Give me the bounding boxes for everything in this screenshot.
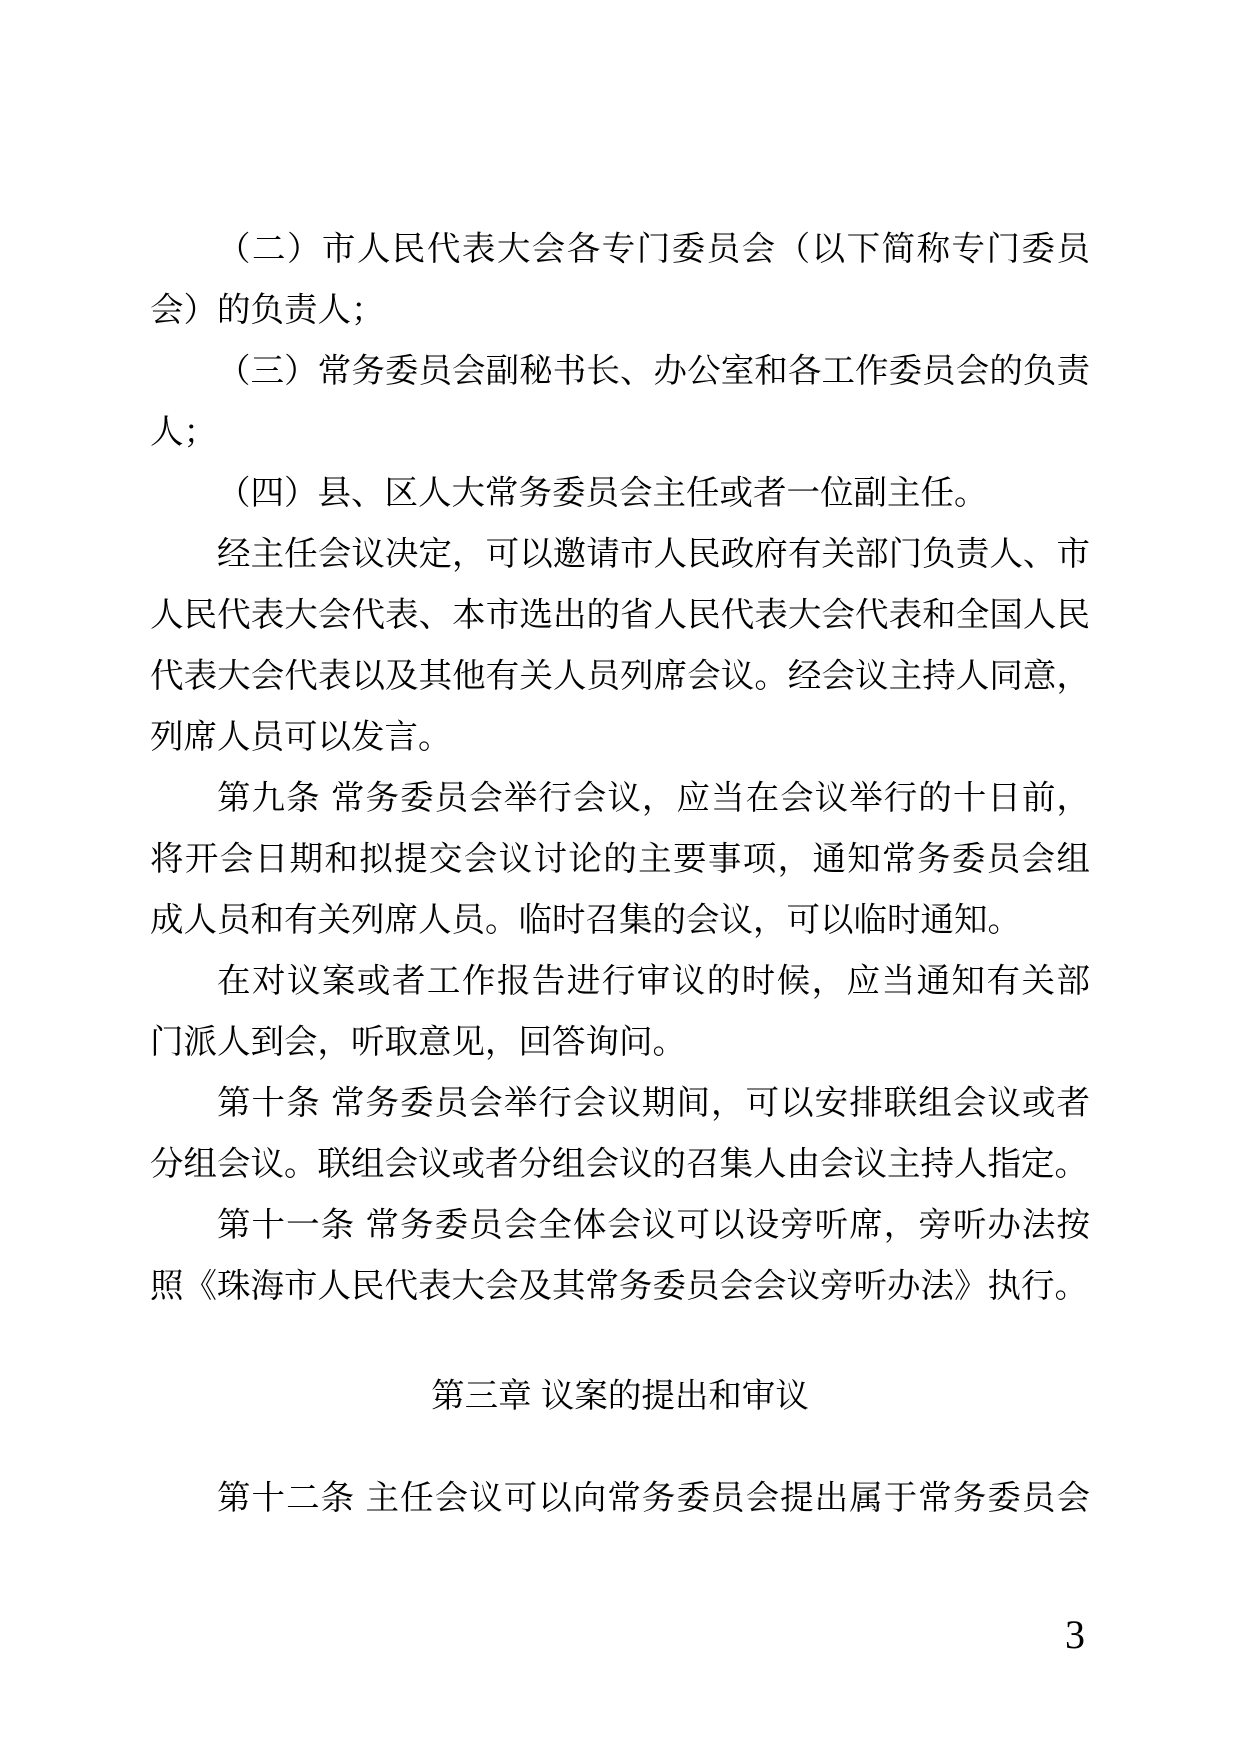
text-line: 在对议案或者工作报告进行审议的时候，应当通知有关部 [217, 963, 1090, 1000]
text-line: 经主任会议决定，可以邀请市人民政府有关部门负责人、市 [217, 536, 1090, 573]
text-line: 第九条 常务委员会举行会议，应当在会议举行的十日前， [217, 780, 1090, 817]
text-line: 列席人员可以发言。 [150, 719, 452, 756]
text-line: 门派人到会，听取意见，回答询问。 [150, 1024, 686, 1061]
text-line: 成人员和有关列席人员。临时召集的会议，可以临时通知。 [150, 902, 1021, 939]
text-line: 照《珠海市人民代表大会及其常务委员会会议旁听办法》执行。 [150, 1268, 1088, 1305]
text-line: 代表大会代表以及其他有关人员列席会议。经会议主持人同意， [150, 658, 1090, 695]
document-body [150, 219, 1090, 1529]
text-line: 第十一条 常务委员会全体会议可以设旁听席，旁听办法按 [217, 1207, 1090, 1244]
text-line: （二）市人民代表大会各专门委员会（以下简称专门委员 [217, 231, 1090, 268]
text-line: 将开会日期和拟提交会议讨论的主要事项，通知常务委员会组 [150, 841, 1090, 878]
chapter-heading: 第三章 议案的提出和审议 [431, 1378, 809, 1415]
page-number: 3 [1065, 1612, 1085, 1657]
text-line: 会）的负责人； [150, 292, 385, 329]
text-line: 分组会议。联组会议或者分组会议的召集人由会议主持人指定。 [150, 1146, 1088, 1183]
text-line: （三）常务委员会副秘书长、办公室和各工作委员会的负责 [217, 353, 1090, 390]
text-line: （四）县、区人大常务委员会主任或者一位副主任。 [217, 475, 988, 512]
text-line: 第十二条 主任会议可以向常务委员会提出属于常务委员会 [217, 1480, 1090, 1517]
text-line: 人民代表大会代表、本市选出的省人民代表大会代表和全国人民 [150, 597, 1090, 634]
text-line: 第十条 常务委员会举行会议期间，可以安排联组会议或者 [217, 1085, 1090, 1122]
text-line: 人； [150, 414, 217, 451]
